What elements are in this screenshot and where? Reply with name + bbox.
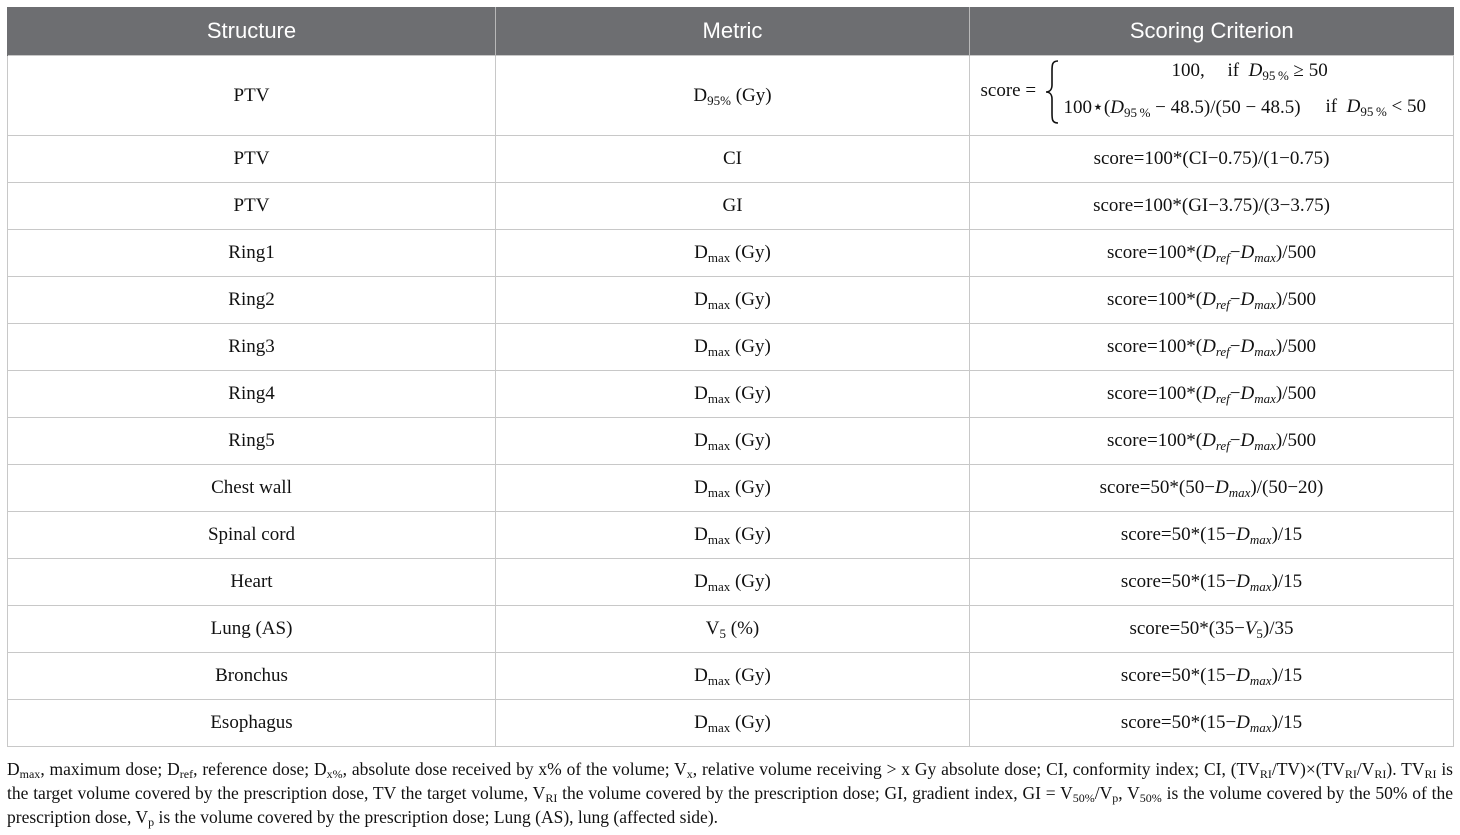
structure-cell: Heart (8, 559, 496, 606)
structure-cell: PTV (8, 183, 496, 230)
metric-cell: $D_{max}$ (Gy) (496, 277, 970, 324)
header-scoring-criterion: Scoring Criterion (970, 7, 1454, 56)
header-metric: Metric (496, 7, 970, 56)
structure-cell: Ring4 (8, 371, 496, 418)
left-brace-icon (1045, 59, 1061, 125)
metric-cell: $D_{max}$ (Gy) (496, 653, 970, 700)
table-row (8, 371, 1454, 418)
criterion-cell: $score=50*(15-D_{max})/15$ (970, 653, 1454, 700)
formula-lhs: score = (980, 79, 1037, 101)
metric-cell: $D_{max}$ (Gy) (496, 418, 970, 465)
criterion-cell: $score=100*(D_{ref}-D_{max})/500$ (970, 324, 1454, 371)
piecewise-formula (977, 58, 1447, 128)
table-row (8, 512, 1454, 559)
metric-cell: CI (496, 136, 970, 183)
case-1-condition: if $D_{95 \%} \ge 50$ (1227, 59, 1328, 83)
structure-cell: Spinal cord (8, 512, 496, 559)
table-row (8, 465, 1454, 512)
table-row (8, 56, 1454, 136)
case-1-expression: 100, (1171, 59, 1205, 81)
table-row (8, 700, 1454, 747)
table-row (8, 230, 1454, 277)
case-1 (1171, 59, 1328, 83)
structure-cell: Chest wall (8, 465, 496, 512)
criterion-cell: $score=50*(15-D_{max})/15$ (970, 512, 1454, 559)
table-row (8, 606, 1454, 653)
metric-cell: $V_5$ (%) (496, 606, 970, 653)
structure-cell: PTV (8, 136, 496, 183)
table-footnote: $D_{max}$, maximum dose; $D_{ref}$, reference dose; $D_{x\%}$, absolute dose received by x% of the volume; $V_x$, relative volume receiving > x Gy absolute dose; CI, conformity index; CI, $(TV_{RI}/TV)\times(TV_{RI}/V_{RI})$. $TV_{RI}$ is the target volume covered by the prescription dose, TV the target volume, $V_{RI}$ the volume covered by the prescription dose; GI, gradient index, GI = $V_{50\%}/V_p$, $V_{50\%}$ is the volume covered by the 50% of the prescription dose, $V_p$ is the volume covered by the prescription dose; Lung (AS), lung (affected side). (7, 759, 1454, 829)
table-row (8, 653, 1454, 700)
criterion-cell: $score=100*(D_{ref}-D_{max})/500$ (970, 277, 1454, 324)
criterion-cell: $score=50*(15-D_{max})/15$ (970, 700, 1454, 747)
case-2-expression: $100⋆(D_{95 \%} - 48.5)/(50 - 48.5)$ (1063, 96, 1301, 120)
table-row (8, 136, 1454, 183)
table-header-row (8, 7, 1454, 56)
case-2-condition: if $D_{95 \%} < 50$ (1325, 95, 1426, 119)
criterion-cell: $score=100*(D_{ref}-D_{max})/500$ (970, 230, 1454, 277)
table-row (8, 324, 1454, 371)
metric-cell: GI (496, 183, 970, 230)
criterion-cell: $score=50*(35-V_5)/35$ (970, 606, 1454, 653)
metric-cell: $D_{95\%}$ (Gy) (496, 56, 970, 136)
table-row (8, 277, 1454, 324)
metric-cell: $D_{max}$ (Gy) (496, 371, 970, 418)
metric-cell: $D_{max}$ (Gy) (496, 324, 970, 371)
structure-cell: Ring5 (8, 418, 496, 465)
criterion-cell: $score=50*(15-D_{max})/15$ (970, 559, 1454, 606)
criterion-cell: score=100*(CI−0.75)/(1−0.75) (970, 136, 1454, 183)
structure-cell: Esophagus (8, 700, 496, 747)
table-row (8, 183, 1454, 230)
criterion-cell: score=100*(GI−3.75)/(3−3.75) (970, 183, 1454, 230)
scoring-table (7, 7, 1454, 747)
scoring-table-container (7, 7, 1453, 747)
metric-cell: $D_{max}$ (Gy) (496, 230, 970, 277)
structure-cell: Ring3 (8, 324, 496, 371)
criterion-cell: $score=50*(50-D_{max})/(50-20)$ (970, 465, 1454, 512)
metric-cell: $D_{max}$ (Gy) (496, 512, 970, 559)
header-structure: Structure (8, 7, 496, 56)
metric-cell: $D_{max}$ (Gy) (496, 465, 970, 512)
structure-cell: Ring2 (8, 277, 496, 324)
criterion-cell (970, 56, 1454, 136)
case-2 (1063, 95, 1426, 120)
structure-cell: Ring1 (8, 230, 496, 277)
table-row (8, 418, 1454, 465)
structure-cell: PTV (8, 56, 496, 136)
structure-cell: Lung (AS) (8, 606, 496, 653)
metric-cell: $D_{max}$ (Gy) (496, 559, 970, 606)
criterion-cell: $score=100*(D_{ref}-D_{max})/500$ (970, 371, 1454, 418)
structure-cell: Bronchus (8, 653, 496, 700)
metric-cell: $D_{max}$ (Gy) (496, 700, 970, 747)
criterion-cell: $score=100*(D_{ref}-D_{max})/500$ (970, 418, 1454, 465)
table-row (8, 559, 1454, 606)
